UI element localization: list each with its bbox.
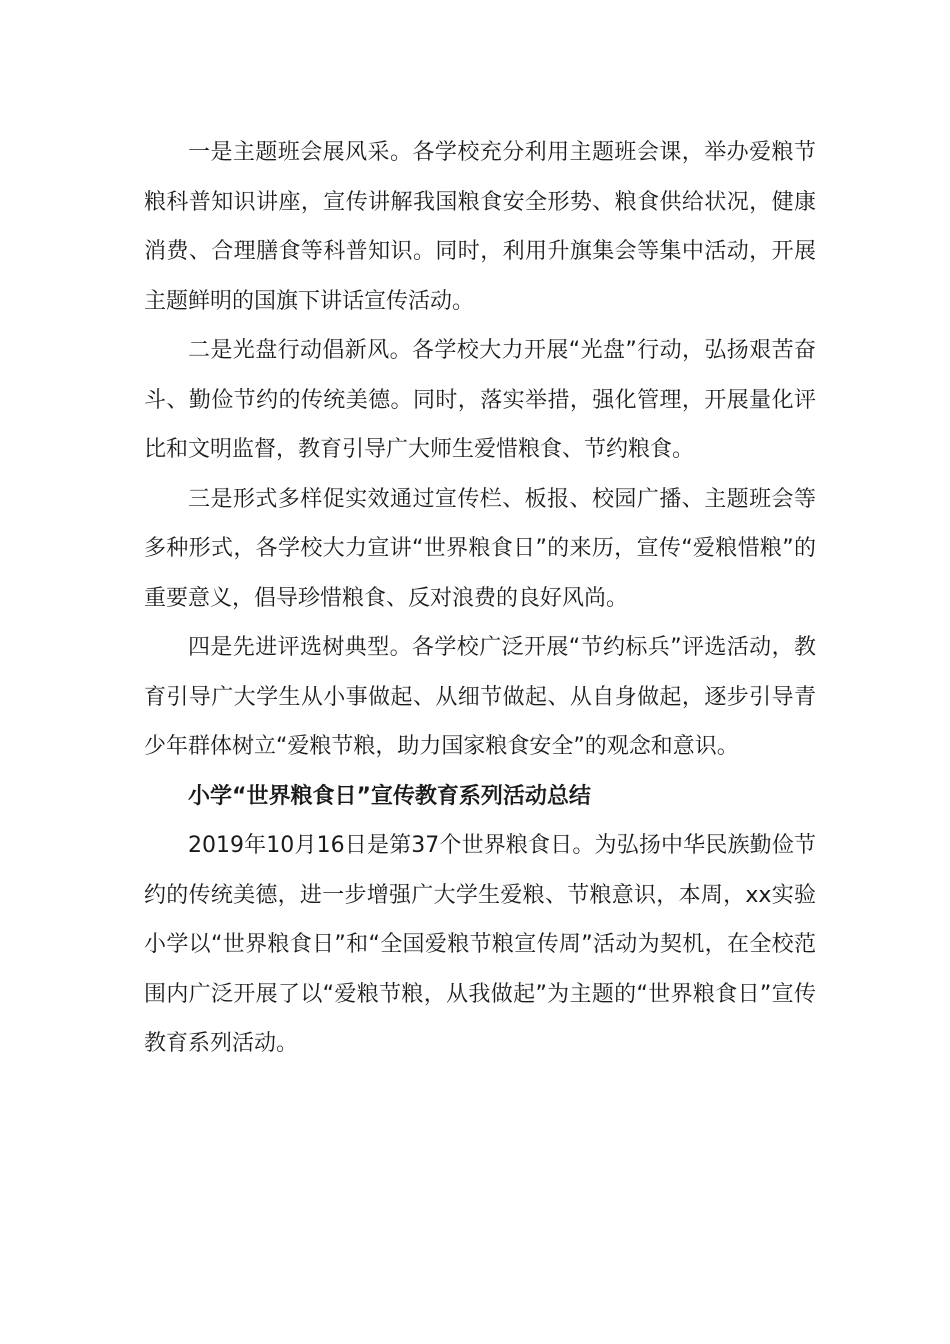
paragraph-summary: 2019年10月16日是第37个世界粮食日。为弘扬中华民族勤俭节约的传统美德，进一步增强广大学生爱粮、节粮意识，本周，xx实验小学以“世界粮食日”和“全国爱粮节粮宣传周”活动为契机，在全校范围内广泛开展了以“爱粮节粮，从我做起”为主题的“世界粮食日”宣传教育系列活动。	[144, 833, 816, 1056]
document-body	[144, 128, 816, 1069]
section-heading: 小学“世界粮食日”宣传教育系列活动总结	[188, 783, 591, 809]
paragraph-model-selection: 四是先进评选树典型。各学校广泛开展“节约标兵”评选活动，教育引导广大学生从小事做起、从细节做起、从自身做起，逐步引导青少年群体树立“爱粮节粮，助力国家粮食安全”的观念和意识。	[144, 635, 816, 759]
paragraph-clean-plate: 二是光盘行动倡新风。各学校大力开展“光盘”行动，弘扬艰苦奋斗、勤俭节约的传统美德。同时，落实举措，强化管理，开展量化评比和文明监督，教育引导广大师生爱惜粮食、节约粮食。	[144, 338, 816, 462]
paragraph-theme-class-meeting: 一是主题班会展风采。各学校充分利用主题班会课，举办爱粮节粮科普知识讲座，宣传讲解我国粮食安全形势、粮食供给状况，健康消费、合理膳食等科普知识。同时，利用升旗集会等集中活动，开展主题鲜明的国旗下讲话宣传活动。	[144, 140, 816, 314]
paragraph-various-forms: 三是形式多样促实效通过宣传栏、板报、校园广播、主题班会等多种形式，各学校大力宣讲“世界粮食日”的来历，宣传“爱粮惜粮”的重要意义，倡导珍惜粮食、反对浪费的良好风尚。	[144, 486, 816, 611]
